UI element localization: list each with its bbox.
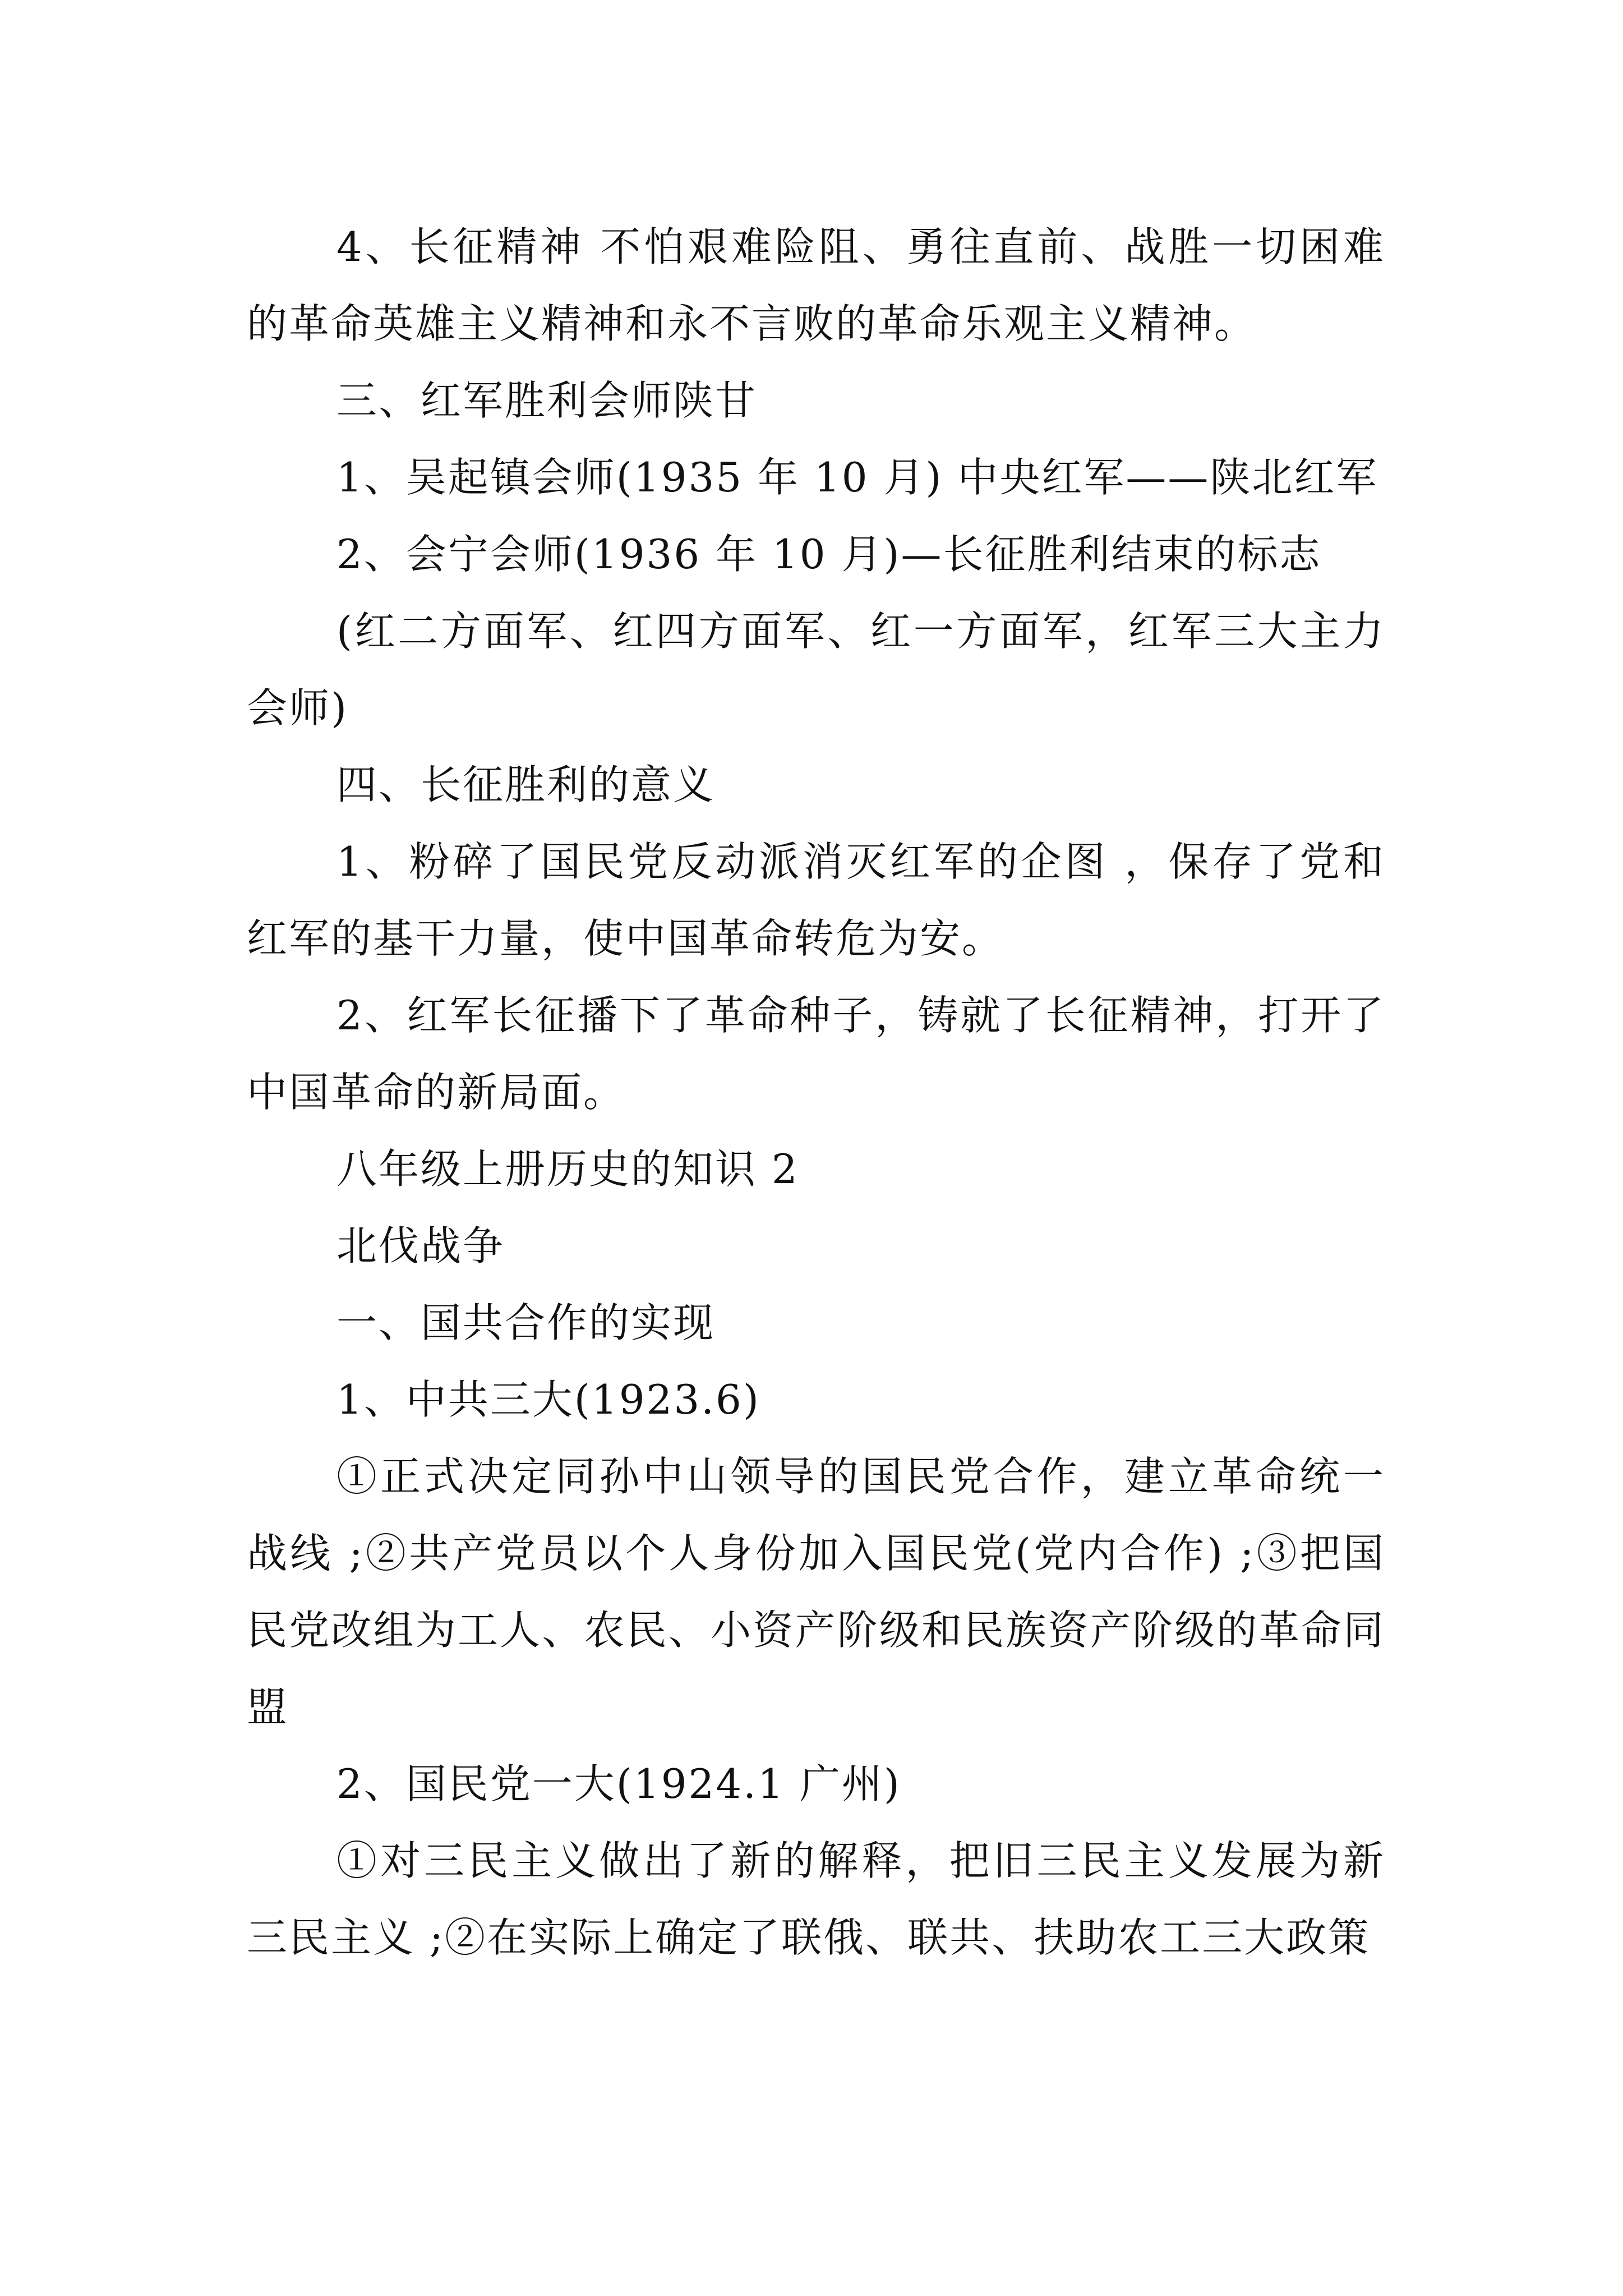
paragraph-wuqi-rendezvous: 1、吴起镇会师(1935 年 10 月) 中央红军——陕北红军 xyxy=(336,454,1378,501)
paragraph-kmt-first-congress-details: ①对三民主义做出了新的解释，把旧三民主义发展为新三民主义 ;②在实际上确定了联俄、联共、扶助农工三大政策 xyxy=(247,1837,1385,1961)
heading-red-army-rendezvous: 三、红军胜利会师陕甘 xyxy=(336,377,758,424)
paragraph-third-congress-details: ①正式决定同孙中山领导的国民党合作，建立革命统一战线 ;②共产党员以个人身份加入国民党(党内合作) ;③把国民党改组为工人、农民、小资产阶级和民族资产阶级的革命同盟 xyxy=(247,1453,1385,1731)
paragraph-long-march-spirit: 4、长征精神 不怕艰难险阻、勇往直前、战胜一切困难的革命英雄主义精神和永不言败的革命乐观主义精神。 xyxy=(247,223,1385,347)
paragraph-huining-rendezvous: 2、会宁会师(1936 年 10 月)—长征胜利结束的标志 xyxy=(336,531,1322,578)
paragraph-third-congress: 1、中共三大(1923.6) xyxy=(336,1376,760,1423)
paragraph-significance-1: 1、粉碎了国民党反动派消灭红军的企图 ，保存了党和红军的基干力量，使中国革命转危为安。 xyxy=(247,838,1385,962)
heading-long-march-significance: 四、长征胜利的意义 xyxy=(336,761,716,808)
section-title-history-knowledge-2: 八年级上册历史的知识 2 xyxy=(336,1145,799,1193)
heading-kmt-cpc-cooperation: 一、国共合作的实现 xyxy=(336,1299,716,1346)
paragraph-three-armies: (红二方面军、红四方面军、红一方面军，红军三大主力会师) xyxy=(247,608,1385,731)
heading-northern-expedition: 北伐战争 xyxy=(336,1222,505,1269)
document-body xyxy=(247,209,1385,1976)
paragraph-significance-2: 2、红军长征播下了革命种子，铸就了长征精神，打开了中国革命的新局面。 xyxy=(247,992,1385,1116)
paragraph-kmt-first-congress: 2、国民党一大(1924.1 广州) xyxy=(336,1760,901,1807)
